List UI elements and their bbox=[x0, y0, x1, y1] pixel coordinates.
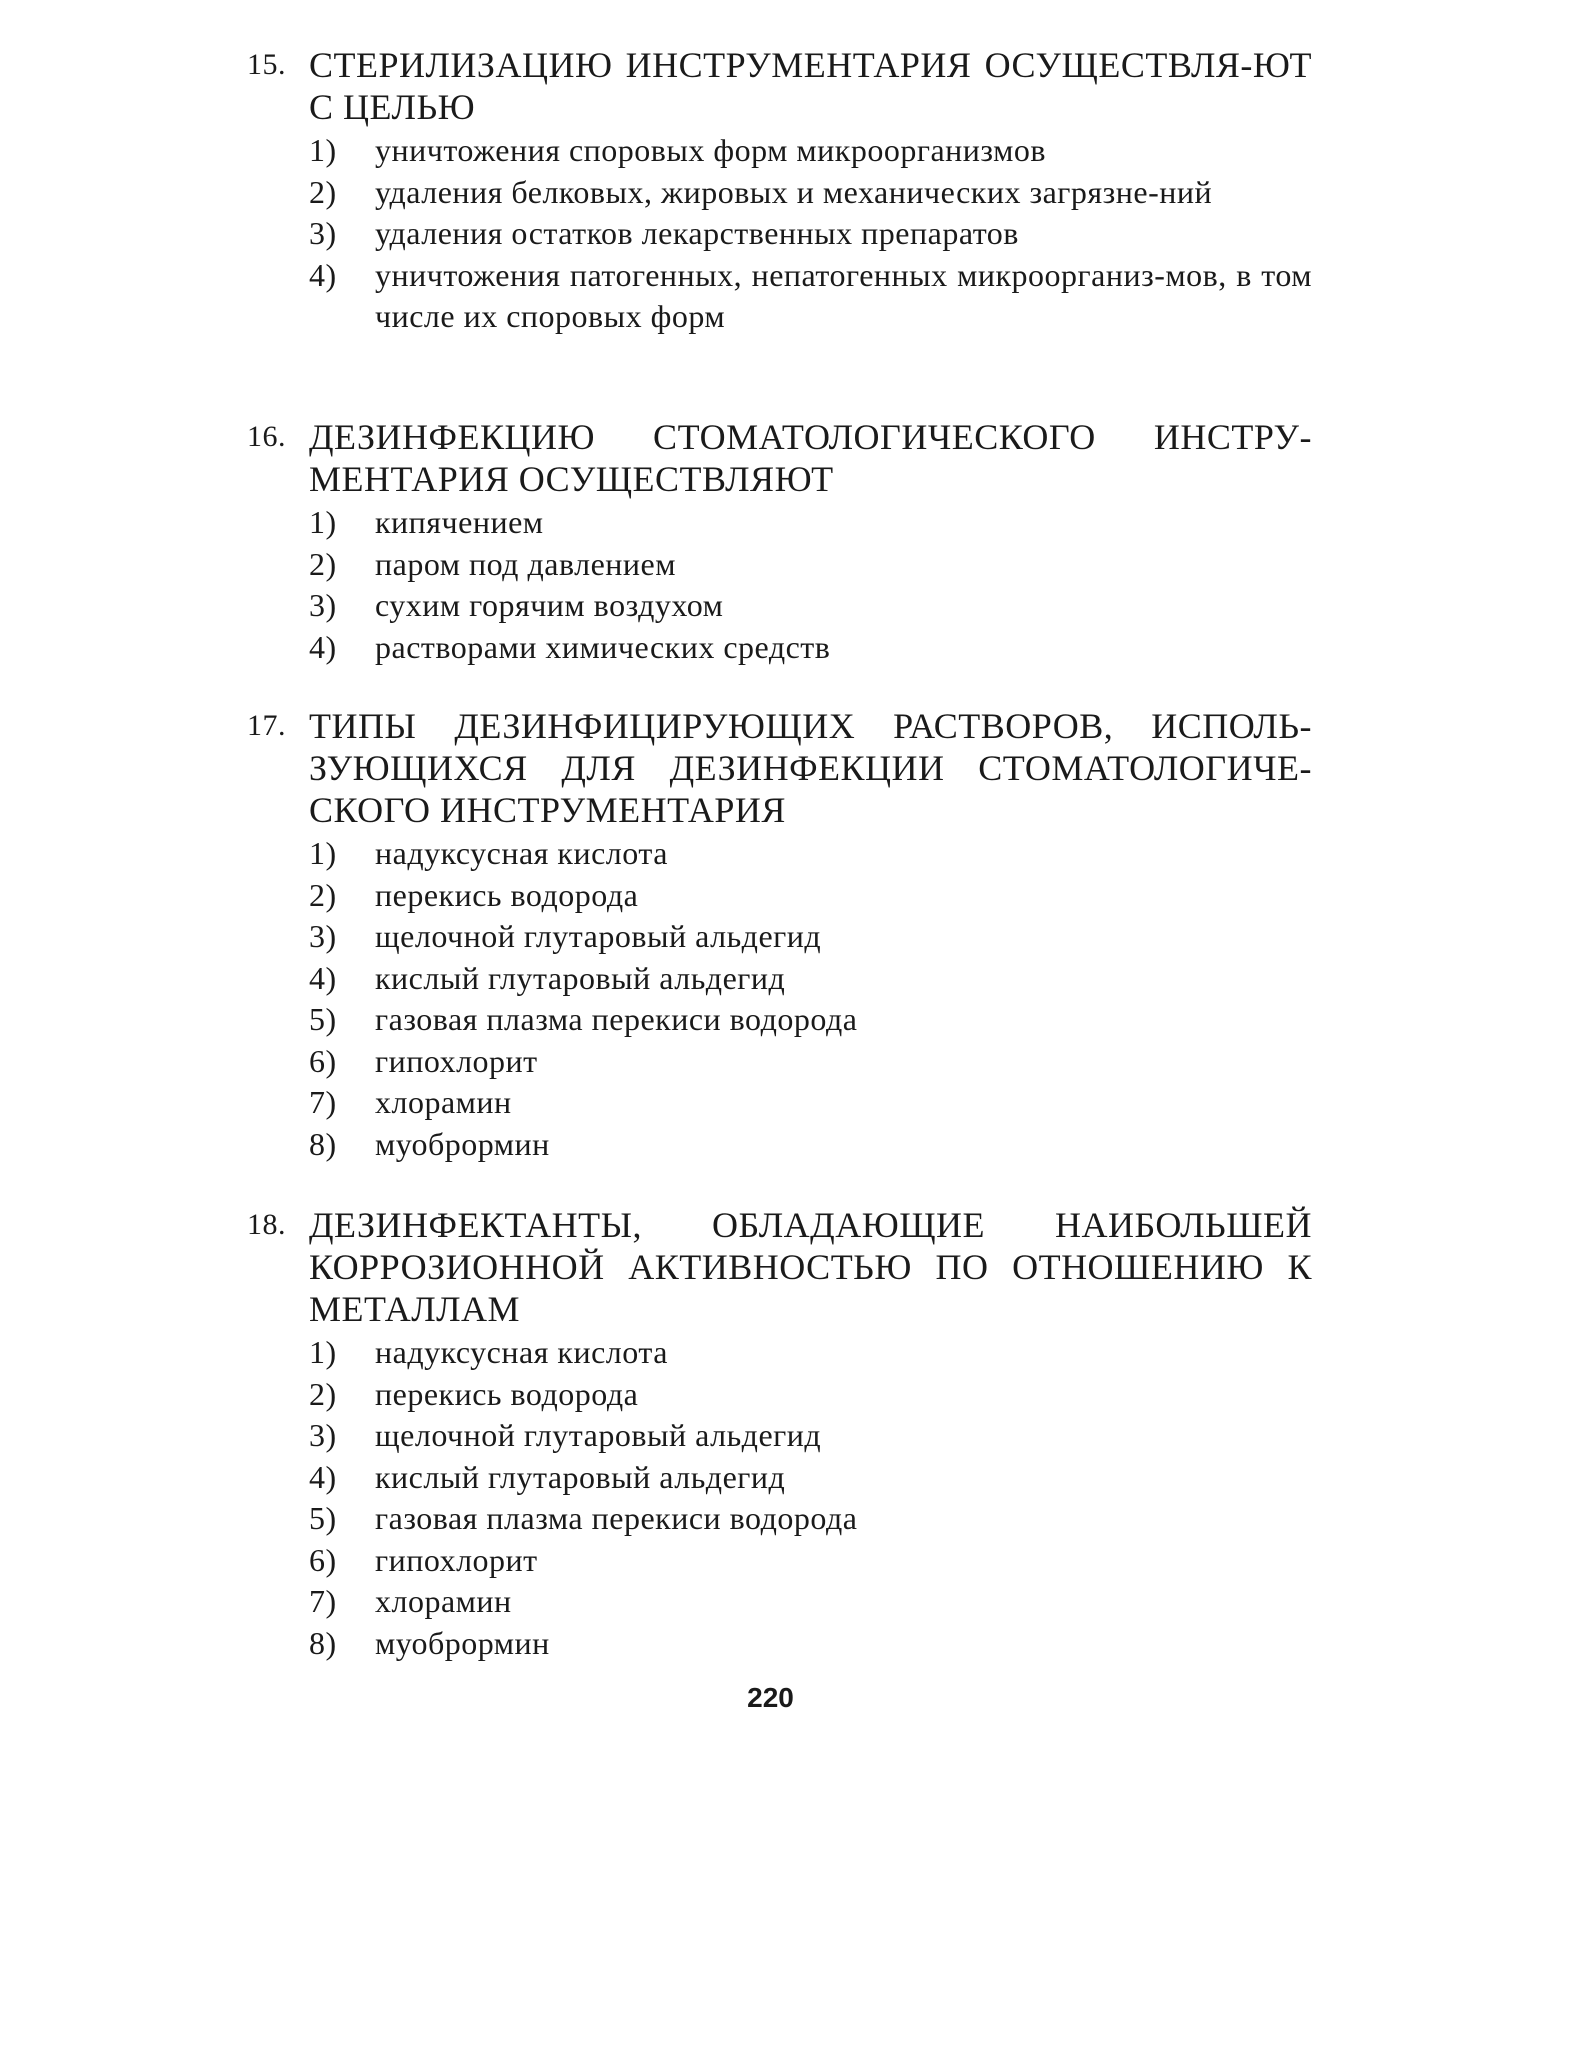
option-number: 4) bbox=[309, 256, 337, 293]
option-number: 1) bbox=[309, 504, 337, 540]
option-number: 3) bbox=[309, 215, 337, 251]
option-number: 8) bbox=[309, 1125, 337, 1162]
option-text: муобрормин bbox=[375, 1125, 550, 1162]
question-heading bbox=[247, 1204, 1312, 1330]
answer-option bbox=[247, 627, 1312, 669]
question-number: 15. bbox=[247, 48, 286, 81]
option-number: 5) bbox=[309, 1001, 337, 1037]
option-text: гипохлорит bbox=[375, 1042, 538, 1079]
answer-options bbox=[247, 833, 1312, 1165]
option-text: перекись водорода bbox=[375, 1375, 639, 1412]
option-number: 2) bbox=[309, 1375, 337, 1412]
option-number: 2) bbox=[309, 545, 337, 582]
answer-option bbox=[247, 916, 1312, 958]
option-text: перекись водорода bbox=[375, 876, 639, 913]
question-text: СТЕРИЛИЗАЦИЮ ИНСТРУМЕНТАРИЯ ОСУЩЕСТВЛЯ-ЮТ С ЦЕЛЬЮ bbox=[309, 45, 1312, 127]
option-text: сухим горячим воздухом bbox=[375, 587, 724, 623]
question-number: 16. bbox=[247, 420, 286, 453]
option-number: 2) bbox=[309, 876, 337, 913]
option-number: 3) bbox=[309, 918, 337, 954]
page-number-text: 220 bbox=[747, 1682, 794, 1713]
page-number bbox=[0, 1682, 1577, 1714]
option-number: 1) bbox=[309, 835, 337, 871]
answer-option bbox=[247, 833, 1312, 875]
answer-option bbox=[247, 213, 1312, 255]
option-text: надуксусная кислота bbox=[375, 835, 668, 871]
option-number: 4) bbox=[309, 1458, 337, 1495]
option-text: кислый глутаровый альдегид bbox=[375, 959, 786, 996]
question-heading bbox=[247, 416, 1312, 500]
answer-option bbox=[247, 1041, 1312, 1083]
answer-option bbox=[247, 130, 1312, 172]
answer-option bbox=[247, 1540, 1312, 1582]
question-16 bbox=[247, 416, 1312, 668]
answer-option bbox=[247, 999, 1312, 1041]
answer-option bbox=[247, 255, 1312, 338]
option-text: паром под давлением bbox=[375, 545, 676, 582]
answer-options bbox=[247, 130, 1312, 338]
option-text: растворами химических средств bbox=[375, 628, 831, 665]
question-text: ДЕЗИНФЕКТАНТЫ, ОБЛАДАЮЩИЕ НАИБОЛЬШЕЙ КОРРОЗИОННОЙ АКТИВНОСТЬЮ ПО ОТНОШЕНИЮ К МЕТАЛЛАМ bbox=[309, 1205, 1312, 1329]
answer-option bbox=[247, 1457, 1312, 1499]
answer-option bbox=[247, 1415, 1312, 1457]
option-text: муобрормин bbox=[375, 1624, 550, 1661]
answer-option bbox=[247, 1581, 1312, 1623]
option-text: хлорамин bbox=[375, 1583, 512, 1619]
option-text: удаления белковых, жировых и механических загрязне-ний bbox=[375, 173, 1213, 210]
option-text: газовая плазма перекиси водорода bbox=[375, 1001, 858, 1037]
question-15 bbox=[247, 44, 1312, 338]
option-number: 5) bbox=[309, 1500, 337, 1536]
option-number: 6) bbox=[309, 1042, 337, 1079]
option-text: кипячением bbox=[375, 504, 544, 540]
option-text: надуксусная кислота bbox=[375, 1334, 668, 1370]
option-number: 1) bbox=[309, 132, 337, 168]
answer-option bbox=[247, 1332, 1312, 1374]
question-number: 18. bbox=[247, 1208, 286, 1241]
option-text: газовая плазма перекиси водорода bbox=[375, 1500, 858, 1536]
answer-option bbox=[247, 875, 1312, 917]
answer-option bbox=[247, 1374, 1312, 1416]
question-text: ДЕЗИНФЕКЦИЮ СТОМАТОЛОГИЧЕСКОГО ИНСТРУ-МЕНТАРИЯ ОСУЩЕСТВЛЯЮТ bbox=[309, 417, 1312, 499]
answer-option bbox=[247, 1498, 1312, 1540]
answer-option bbox=[247, 172, 1312, 214]
question-heading bbox=[247, 705, 1312, 831]
option-text: щелочной глутаровый альдегид bbox=[375, 918, 822, 954]
option-number: 3) bbox=[309, 1417, 337, 1453]
answer-option bbox=[247, 1623, 1312, 1665]
option-text: гипохлорит bbox=[375, 1541, 538, 1578]
answer-options bbox=[247, 1332, 1312, 1664]
option-text: щелочной глутаровый альдегид bbox=[375, 1417, 822, 1453]
question-text: ТИПЫ ДЕЗИНФИЦИРУЮЩИХ РАСТВОРОВ, ИСПОЛЬ-ЗУЮЩИХСЯ ДЛЯ ДЕЗИНФЕКЦИИ СТОМАТОЛОГИЧЕ-СКОГО ИНСТРУМЕНТАРИЯ bbox=[309, 706, 1312, 830]
question-heading bbox=[247, 44, 1312, 128]
option-number: 1) bbox=[309, 1334, 337, 1370]
option-text: хлорамин bbox=[375, 1084, 512, 1120]
option-number: 3) bbox=[309, 587, 337, 623]
option-number: 2) bbox=[309, 173, 337, 210]
answer-option bbox=[247, 958, 1312, 1000]
answer-option bbox=[247, 585, 1312, 627]
question-18 bbox=[247, 1204, 1312, 1664]
answer-option bbox=[247, 1082, 1312, 1124]
option-number: 6) bbox=[309, 1541, 337, 1578]
option-number: 7) bbox=[309, 1084, 337, 1120]
question-number: 17. bbox=[247, 709, 286, 742]
option-text: уничтожения споровых форм микроорганизмов bbox=[375, 132, 1046, 168]
answer-option bbox=[247, 502, 1312, 544]
answer-options bbox=[247, 502, 1312, 668]
option-number: 4) bbox=[309, 959, 337, 996]
option-text: уничтожения патогенных, непатогенных микроорганиз-мов, в том числе их споровых форм bbox=[375, 256, 1312, 334]
answer-option bbox=[247, 1124, 1312, 1166]
option-number: 7) bbox=[309, 1583, 337, 1619]
option-text: кислый глутаровый альдегид bbox=[375, 1458, 786, 1495]
answer-option bbox=[247, 544, 1312, 586]
option-text: удаления остатков лекарственных препаратов bbox=[375, 215, 1019, 251]
option-number: 8) bbox=[309, 1624, 337, 1661]
question-17 bbox=[247, 705, 1312, 1165]
option-number: 4) bbox=[309, 628, 337, 665]
